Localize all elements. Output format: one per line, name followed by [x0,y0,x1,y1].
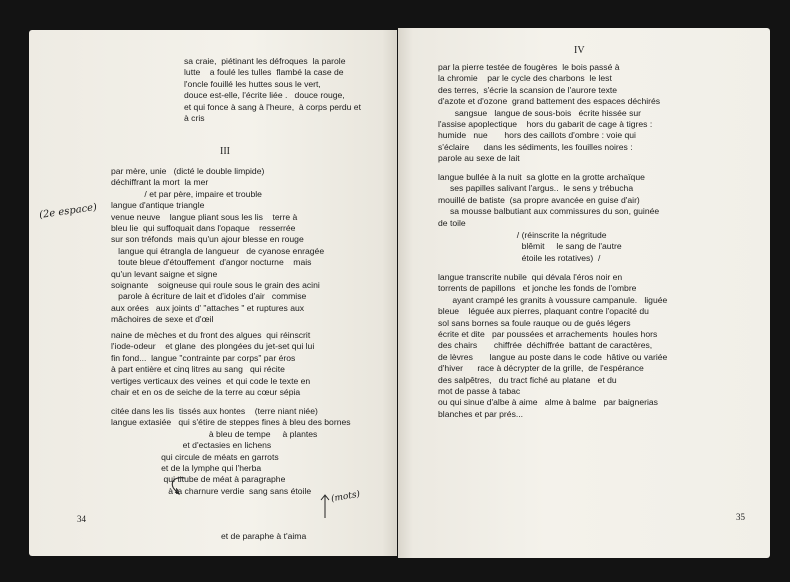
text-line: ou qui sinue d'albe à aime alme à balme par baignerias [438,397,658,408]
text-line: la chromie par le cycle des charbons le lest [438,73,612,84]
text-line: citée dans les lis tissés aux hontes (terre niant niée) [111,406,318,416]
text-line: et de la lymphe qui l'herba [111,462,262,473]
text-line: qui circule de méats en garrots [111,451,279,462]
text-line: bleue léguée aux pierres, plaquant contre l'opacité du [438,306,649,317]
text-line: d'azote et d'ozone grand battement des espaces déchirés [438,96,661,107]
right-block-4 [438,272,667,420]
page-number-right: 35 [736,512,745,522]
text-line: langue extasiée qui s'étire de steppes fines à bleu des bornes [111,417,351,428]
text-line: langue bullée à la nuit sa glotte en la grotte archaïque [438,172,645,182]
text-line: l'oncle fouillé les huttes sous le vert, [184,78,321,89]
text-line: ses papilles salivant l'argus.. le sens y trébucha [438,183,634,194]
text-line: bleu lie qui suffoquait dans l'opaque resserrée [111,222,296,233]
text-line: de lèvres langue au poste dans le code hâtive ou variée [438,351,668,362]
text-line: chair et en os de seiche de la terre au cœur sépia [111,386,301,397]
handwritten-margin-note: (2e espace) [38,202,98,221]
handwritten-arrow-icon [165,474,195,498]
text-line: par mère, unie (dicté le double limpide) [111,166,265,176]
text-line: à part entière et cinq litres au sang qui récite [111,364,285,375]
text-line: et qui fonce à sang à l'heure, à corps perdu et [184,101,361,112]
text-line: / (réinscrite la négritude [438,230,607,240]
text-line: à la charnure verdie sang sans étoile [111,485,312,496]
text-line: d'hiver race à décrypter de la grille, de l'espérance [438,363,644,374]
text-line: aux orées aux joints d' "attaches " et ruptures aux [111,302,305,313]
text-line: fin fond... langue "contrainte par corps" par éros [111,352,296,363]
right-page [398,28,770,558]
text-line: douce est-elle, l'écrite liée . douce rouge, [184,90,345,101]
text-line: blanches et par prés... [438,408,524,419]
text-line: de toile [438,217,466,228]
text-line: parole au sexe de lait [438,153,520,164]
text-line: sa craie, piétinant les défroques la parole [184,56,346,66]
text-line: mouillé de batiste (sa propre avancée en guise d'air) [438,194,640,205]
left-last-line [221,508,306,556]
left-page [29,30,397,556]
right-block-2 [438,172,659,229]
page-number-left: 34 [77,514,86,524]
text-line: torrents de papillons et jonche les fonds de l'ombre [438,283,637,294]
left-block-1 [111,166,324,325]
text-line: l'iode-odeur et glane des plongées du jet-set qui lui [111,341,315,352]
text-line: vertiges verticaux des veines et qui code le texte en [111,375,311,386]
text-line: s'éclaire dans les sédiments, les fouilles noires : [438,141,633,152]
left-block-3 [111,406,351,497]
handwritten-up-arrow-icon [318,492,332,520]
text-line: des chairs chiffrée déchiffrée battant de caractères, [438,340,653,351]
handwritten-bottom-note: (mots) [330,489,361,505]
text-line: par la pierre testée de fougères le bois passé à [438,62,620,72]
text-line: lutte a foulé les tulles flambé la case de [184,67,344,78]
text-line: l'assise apoplectique hors du gabarit de cage à tigres : [438,118,653,129]
text-line: parole à écriture de lait et d'idoles d'air commise [111,291,307,302]
text-line: sol sans bornes sa foule rauque ou de gués légers [438,317,631,328]
text-line: et d'ectasies en lichens [111,440,272,451]
text-line: toute bleue d'étouffement d'angor nocturne mais [111,257,312,268]
text-line: à bleu de tempe à plantes [111,428,318,439]
right-block-1 [438,62,660,165]
text-line: naine de mèches et du front des algues qui réinscrit [111,330,311,340]
text-line: sa mousse balbutiant aux commissures du son, guinée [438,206,660,217]
text-line: soignante soigneuse qui roule sous le grain des acini [111,279,320,290]
text-line: écrite et dite par poussées et arrachements houles hors [438,328,658,339]
text-line: langue transcrite nubile qui dévala l'éros noir en [438,272,623,282]
text-line: étoile les rotatives) / [438,252,601,263]
text-line: des terres, s'écrie la scansion de l'aurore texte [438,84,618,95]
text-line: ayant crampé les granits à voussure campanule. liguée [438,294,668,305]
text-line: blêmit le sang de l'autre [438,241,622,252]
text-line: venue neuve langue pliant sous les lis terre à [111,211,298,222]
left-top-block [184,56,361,124]
text-line: déchiffrant la mort la mer [111,177,209,188]
left-block-2 [111,330,314,398]
text-line: à cris [184,112,205,123]
text-line: langue qui étrangla de langueur de cyanose enragée [111,245,325,256]
text-line: langue d'antique triangle [111,200,205,211]
text-line: qu'un levant saigne et signe [111,268,218,279]
text-line: sur son tréfonds mais qu'un ajour blesse en rouge [111,234,304,245]
text-line: humide nue hors des caillots d'ombre : voie qui [438,130,636,141]
text-line: mâchoires de sexe et d'œil [111,314,214,325]
right-block-3 [438,230,622,264]
text-line: des salpêtres, du tract fiché au platane et du [438,374,617,385]
text-line: / et par père, impaire et trouble [111,188,262,199]
text-line: mot de passe à tabac [438,385,521,396]
text-line: qui titube de méat à paragraphe [111,474,286,485]
left-section-heading: III [220,146,230,157]
text-line: sangsue langue de sous-bois écrite hissée sur [438,107,642,118]
last-line-text: et de paraphe à t'aima [221,530,307,541]
right-section-heading: IV [574,45,585,56]
